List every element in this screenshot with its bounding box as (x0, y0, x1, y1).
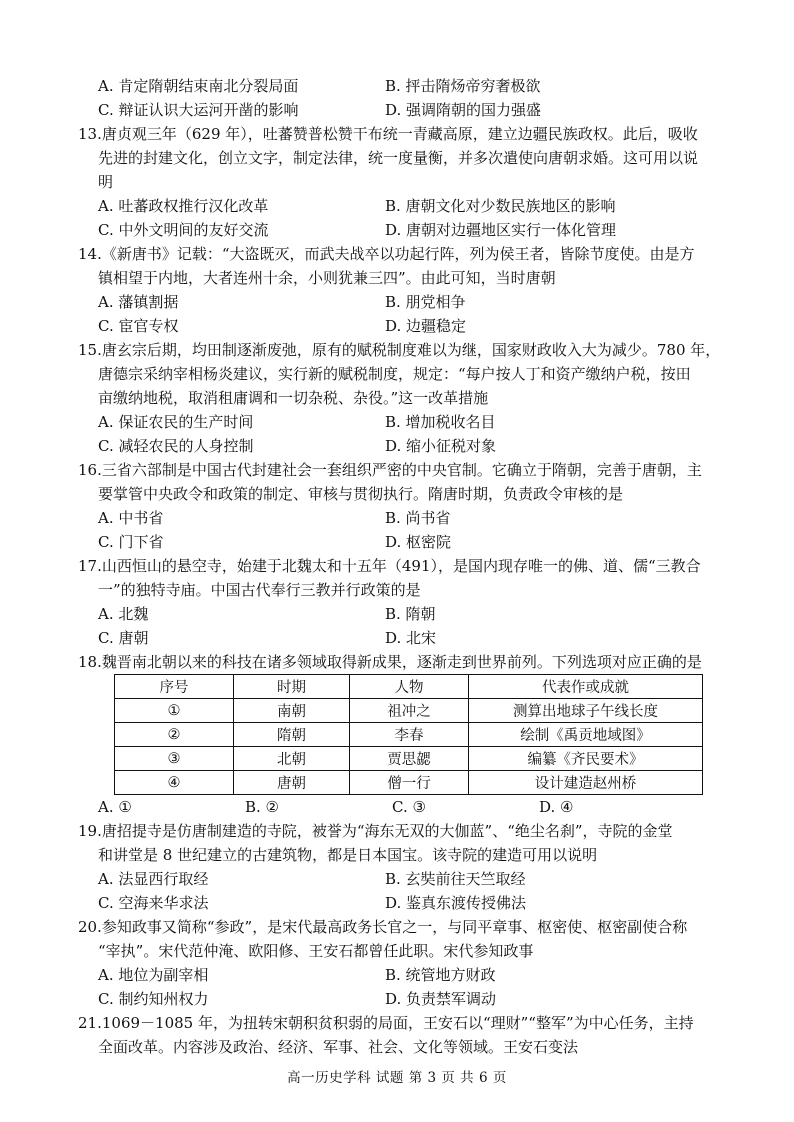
option-a[interactable]: A. 藩镇割据 (98, 293, 179, 311)
question-stem: 14.《新唐书》记载：“大盗既灭，而武夫战卒以功起行阵，列为侯王者，皆除节度使。由是方 (78, 245, 695, 263)
option-c[interactable]: C. 中外文明间的友好交流 (98, 221, 269, 239)
table-cell: ① (115, 699, 234, 723)
table-cell: ② (115, 723, 234, 747)
question-20 (78, 915, 733, 1011)
question-stem: 唐德宗采纳宰相杨炎建议，实行新的赋税制度，规定：“每户按人丁和资产缴纳户税，按田 (98, 365, 691, 383)
option-d[interactable]: D. 枢密院 (385, 533, 452, 551)
option-b[interactable]: B. 统管地方财政 (385, 966, 496, 984)
science-achievements-table (114, 674, 703, 795)
question-stem: “宰执”。宋代范仲淹、欧阳修、王安石都曾任此职。宋代参知政事 (98, 942, 534, 960)
option-d[interactable]: D. 负责禁军调动 (385, 990, 497, 1008)
options-row (78, 434, 733, 458)
option-d[interactable]: D. 强调隋朝的国力强盛 (385, 101, 542, 119)
table-header-row (115, 675, 703, 699)
option-c[interactable]: C. 唐朝 (98, 629, 149, 647)
question-stem: 和讲堂是 8 世纪建立的古建筑物，都是日本国宝。该寺院的建造可用以说明 (98, 846, 598, 864)
table-header: 人物 (350, 675, 469, 699)
table-cell: ④ (115, 771, 234, 795)
option-d[interactable]: D. 边疆稳定 (385, 317, 467, 335)
question-stem: 15.唐玄宗后期，均田制逐渐废弛，原有的赋税制度难以为继，国家财政收入大为减少。780 年， (78, 341, 721, 359)
option-d[interactable]: D. 唐朝对边疆地区实行一体化管理 (385, 221, 617, 239)
options-row (78, 602, 733, 626)
option-a[interactable]: A. 保证农民的生产时间 (98, 413, 254, 431)
question-stem: 镇相望于内地，大者连州十余，小则犹兼三四”。由此可知，当时唐朝 (98, 269, 556, 287)
option-c[interactable]: C. 减轻农民的人身控制 (98, 437, 254, 455)
option-d[interactable]: D. 鉴真东渡传授佛法 (385, 894, 527, 912)
option-c[interactable]: C. 宦官专权 (98, 317, 179, 335)
question-stem: 21.1069－1085 年，为扭转宋朝积贫积弱的局面，王安石以“理财”“整军”为中心任务，主持 (78, 1014, 694, 1032)
table-header: 序号 (115, 675, 234, 699)
question-stem: 13.唐贞观三年（629 年），吐蕃赞普松赞干布统一青藏高原，建立边疆民族政权。此后，吸收 (78, 125, 698, 143)
question-stem: 18.魏晋南北朝以来的科技在诸多领域取得新成果，逐渐走到世界前列。下列选项对应正确的是 (78, 653, 702, 671)
table-row (115, 699, 703, 723)
options-row (78, 218, 733, 242)
question-16 (78, 458, 733, 554)
question-stem: 19.唐招提寺是仿唐制建造的寺院，被誉为“海东无双的大伽蓝”、“绝尘名刹”，寺院的金堂 (78, 822, 673, 840)
table-row (115, 771, 703, 795)
option-a[interactable]: A. 地位为副宰相 (98, 966, 209, 984)
options-row (78, 314, 733, 338)
options-row (78, 410, 733, 434)
option-c[interactable]: C. ③ (392, 798, 426, 816)
table-cell: 唐朝 (234, 771, 350, 795)
table-header: 代表作或成就 (469, 675, 703, 699)
q12-options-row1 (78, 74, 733, 98)
question-19 (78, 819, 733, 915)
question-stem: 一”的独特寺庙。中国古代奉行三教并行政策的是 (98, 581, 421, 599)
option-a[interactable]: A. 北魏 (98, 605, 149, 623)
question-stem: 要掌管中央政令和政策的制定、审核与贯彻执行。隋唐时期，负责政令审核的是 (98, 485, 624, 503)
option-d[interactable]: D. ④ (539, 798, 574, 816)
options-row (78, 626, 733, 650)
options-row (78, 795, 733, 819)
table-cell: 祖冲之 (350, 699, 469, 723)
question-18 (78, 650, 733, 819)
table-cell: 隋朝 (234, 723, 350, 747)
option-b[interactable]: B. 唐朝文化对少数民族地区的影响 (385, 197, 616, 215)
option-a[interactable]: A. ① (98, 798, 132, 816)
option-d[interactable]: D. 北宋 (385, 629, 437, 647)
question-21 (78, 1011, 733, 1059)
table-header: 时期 (234, 675, 350, 699)
question-stem: 先进的封建文化，创立文字，制定法律，统一度量衡，并多次遣使向唐朝求婚。这可用以说 (98, 149, 699, 167)
table-cell: 绘制《禹贡地域图》 (469, 723, 703, 747)
options-row (78, 987, 733, 1011)
question-15 (78, 338, 733, 458)
option-a[interactable]: A. 肯定隋朝结束南北分裂局面 (98, 77, 299, 95)
question-stem: 16.三省六部制是中国古代封建社会一套组织严密的中央官制。它确立于隋朝，完善于唐朝，主 (78, 461, 702, 479)
table-cell: 贾思勰 (350, 747, 469, 771)
option-b[interactable]: B. 增加税收名目 (385, 413, 496, 431)
question-stem: 明 (98, 173, 114, 191)
question-13 (78, 122, 733, 242)
option-a[interactable]: A. 法显西行取经 (98, 870, 209, 888)
table-cell: 僧一行 (350, 771, 469, 795)
options-row (78, 963, 733, 987)
question-stem: 20.参知政事又简称“参政”，是宋代最高政务长官之一，与同平章事、枢密使、枢密副使合称 (78, 918, 688, 936)
options-row (78, 891, 733, 915)
question-14 (78, 242, 733, 338)
options-row (78, 530, 733, 554)
question-stem: 全面改革。内容涉及政治、经济、军事、社会、文化等领域。王安石变法 (98, 1038, 579, 1056)
question-stem: 亩缴纳地税，取消租庸调和一切杂税、杂役。”这一改革措施 (98, 389, 489, 407)
options-row (78, 506, 733, 530)
option-c[interactable]: C. 门下省 (98, 533, 164, 551)
option-c[interactable]: C. 空海来华求法 (98, 894, 209, 912)
option-a[interactable]: A. 吐蕃政权推行汉化改革 (98, 197, 269, 215)
page-footer: 高一历史学科 试题 第 3 页 共 6 页 (287, 1070, 507, 1086)
table-row (115, 747, 703, 771)
table-cell: 测算出地球子午线长度 (469, 699, 703, 723)
table-cell: 北朝 (234, 747, 350, 771)
option-b[interactable]: B. 隋朝 (385, 605, 436, 623)
option-b[interactable]: B. 玄奘前往天竺取经 (385, 870, 526, 888)
table-cell: ③ (115, 747, 234, 771)
options-row (78, 867, 733, 891)
option-b[interactable]: B. ② (245, 798, 280, 816)
table-cell: 南朝 (234, 699, 350, 723)
option-a[interactable]: A. 中书省 (98, 509, 164, 527)
table-cell: 编纂《齐民要术》 (469, 747, 703, 771)
option-d[interactable]: D. 缩小征税对象 (385, 437, 497, 455)
option-b[interactable]: B. 尚书省 (385, 509, 451, 527)
question-17 (78, 554, 733, 650)
options-row (78, 290, 733, 314)
table-row (115, 723, 703, 747)
option-c[interactable]: C. 辩证认识大运河开凿的影响 (98, 101, 299, 119)
table-cell: 李春 (350, 723, 469, 747)
exam-page (78, 74, 733, 1059)
table-cell: 设计建造赵州桥 (469, 771, 703, 795)
options-row (78, 194, 733, 218)
option-b[interactable]: B. 抨击隋炀帝穷奢极欲 (385, 77, 541, 95)
q12-options-row2 (78, 98, 733, 122)
option-b[interactable]: B. 朋党相争 (385, 293, 466, 311)
question-stem: 17.山西恒山的悬空寺，始建于北魏太和十五年（491），是国内现存唯一的佛、道、儒“三教合 (78, 557, 701, 575)
option-c[interactable]: C. 制约知州权力 (98, 990, 209, 1008)
